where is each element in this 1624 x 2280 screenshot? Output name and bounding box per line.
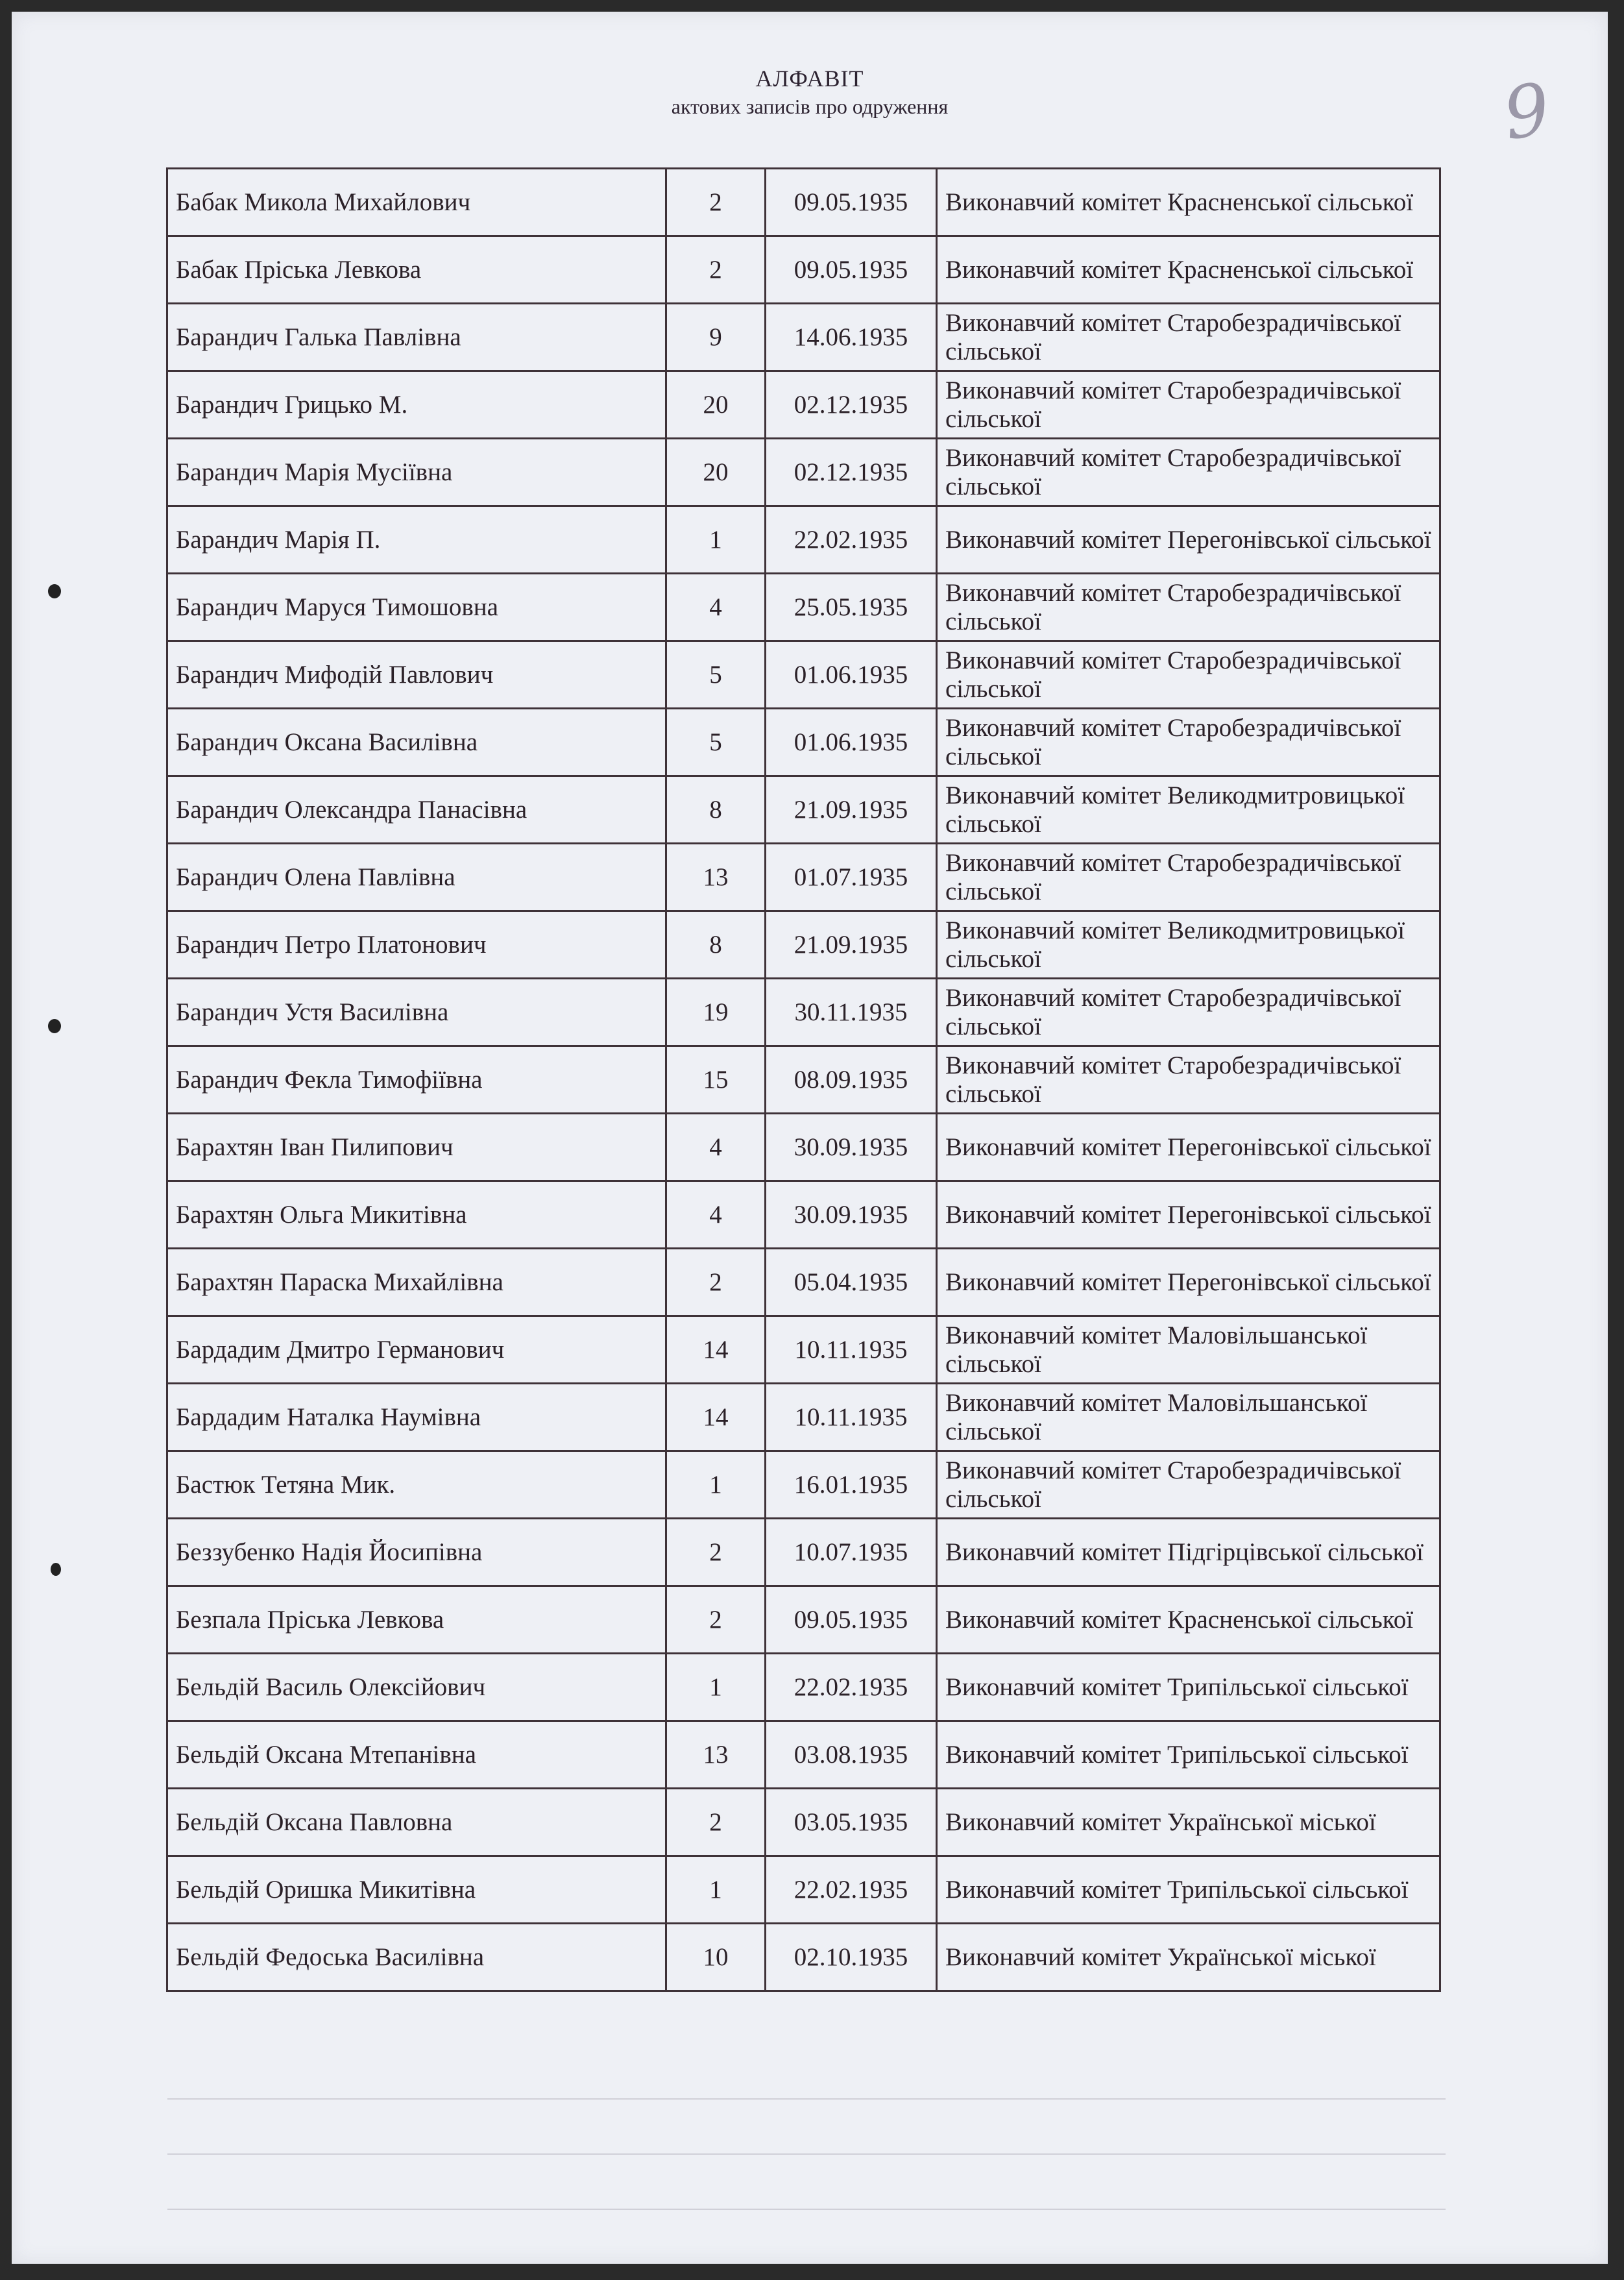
bleed-through-line — [167, 2209, 1446, 2210]
person-name-cell: Барандич Олена Павлівна — [167, 844, 666, 911]
record-date-cell: 09.05.1935 — [766, 169, 937, 236]
registering-organ-cell: Виконавчий комітет Красненської сільської — [937, 1586, 1440, 1654]
registering-organ-cell: Виконавчий комітет Старобезрадичівської сільської — [937, 1451, 1440, 1519]
marriage-records-table — [166, 167, 1441, 1992]
record-date-cell: 09.05.1935 — [766, 1586, 937, 1654]
record-date-cell: 22.02.1935 — [766, 1856, 937, 1924]
table-row — [167, 1046, 1440, 1114]
record-number-cell: 14 — [666, 1384, 766, 1451]
document-subtitle: актових записів про одруження — [671, 95, 949, 118]
registering-organ-cell: Виконавчий комітет Української міської — [937, 1924, 1440, 1991]
record-date-cell: 10.11.1935 — [766, 1316, 937, 1384]
record-date-cell: 25.05.1935 — [766, 574, 937, 641]
record-date-cell: 02.12.1935 — [766, 439, 937, 506]
table-row — [167, 709, 1440, 776]
record-number-cell: 15 — [666, 1046, 766, 1114]
record-date-cell: 21.09.1935 — [766, 776, 937, 844]
record-number-cell: 20 — [666, 371, 766, 439]
table-row — [167, 1789, 1440, 1856]
registering-organ-cell: Виконавчий комітет Старобезрадичівської сільської — [937, 1046, 1440, 1114]
record-date-cell: 01.06.1935 — [766, 709, 937, 776]
table-row — [167, 439, 1440, 506]
document-title: АЛФАВІТ — [755, 66, 864, 92]
person-name-cell: Бабак Пріська Левкова — [167, 236, 666, 304]
registering-organ-cell: Виконавчий комітет Старобезрадичівської сільської — [937, 979, 1440, 1046]
record-date-cell: 03.08.1935 — [766, 1721, 937, 1789]
registering-organ-cell: Виконавчий комітет Перегонівської сільської — [937, 1181, 1440, 1249]
record-number-cell: 1 — [666, 1856, 766, 1924]
table-row — [167, 979, 1440, 1046]
punch-hole-icon — [51, 1563, 61, 1576]
registering-organ-cell: Виконавчий комітет Красненської сільської — [937, 169, 1440, 236]
record-date-cell: 22.02.1935 — [766, 506, 937, 574]
registering-organ-cell: Виконавчий комітет Трипільської сільської — [937, 1856, 1440, 1924]
record-number-cell: 13 — [666, 1721, 766, 1789]
record-number-cell: 2 — [666, 169, 766, 236]
registering-organ-cell: Виконавчий комітет Старобезрадичівської сільської — [937, 709, 1440, 776]
handwritten-page-number: 9 — [1498, 67, 1555, 156]
registering-organ-cell: Виконавчий комітет Української міської — [937, 1789, 1440, 1856]
record-number-cell: 2 — [666, 1249, 766, 1316]
record-number-cell: 4 — [666, 1114, 766, 1181]
record-date-cell: 01.07.1935 — [766, 844, 937, 911]
person-name-cell: Барахтян Ольга Микитівна — [167, 1181, 666, 1249]
record-number-cell: 14 — [666, 1316, 766, 1384]
record-date-cell: 30.11.1935 — [766, 979, 937, 1046]
table-row — [167, 776, 1440, 844]
registering-organ-cell: Виконавчий комітет Трипільської сільської — [937, 1654, 1440, 1721]
record-number-cell: 2 — [666, 1789, 766, 1856]
person-name-cell: Барандич Грицько М. — [167, 371, 666, 439]
record-number-cell: 2 — [666, 1586, 766, 1654]
record-date-cell: 03.05.1935 — [766, 1789, 937, 1856]
registering-organ-cell: Виконавчий комітет Великодмитровицької сільської — [937, 776, 1440, 844]
person-name-cell: Барандич Галька Павлівна — [167, 304, 666, 371]
registering-organ-cell: Виконавчий комітет Старобезрадичівської сільської — [937, 844, 1440, 911]
record-date-cell: 16.01.1935 — [766, 1451, 937, 1519]
person-name-cell: Бардадим Наталка Наумівна — [167, 1384, 666, 1451]
table-row — [167, 1721, 1440, 1789]
person-name-cell: Барандич Маруся Тимошовна — [167, 574, 666, 641]
table-row — [167, 911, 1440, 979]
record-number-cell: 4 — [666, 574, 766, 641]
registering-organ-cell: Виконавчий комітет Перегонівської сільської — [937, 506, 1440, 574]
table-row — [167, 1181, 1440, 1249]
punch-hole-icon — [48, 1019, 61, 1033]
person-name-cell: Беззубенко Надія Йосипівна — [167, 1519, 666, 1586]
record-number-cell: 20 — [666, 439, 766, 506]
registering-organ-cell: Виконавчий комітет Великодмитровицької сільської — [937, 911, 1440, 979]
record-number-cell: 1 — [666, 1451, 766, 1519]
table-row — [167, 574, 1440, 641]
table-row — [167, 1451, 1440, 1519]
table-row — [167, 1114, 1440, 1181]
registering-organ-cell: Виконавчий комітет Красненської сільської — [937, 236, 1440, 304]
record-number-cell: 5 — [666, 709, 766, 776]
registering-organ-cell: Виконавчий комітет Маловільшанської сільської — [937, 1316, 1440, 1384]
registering-organ-cell: Виконавчий комітет Перегонівської сільської — [937, 1249, 1440, 1316]
record-number-cell: 5 — [666, 641, 766, 709]
record-number-cell: 1 — [666, 506, 766, 574]
registering-organ-cell: Виконавчий комітет Старобезрадичівської сільської — [937, 641, 1440, 709]
table-row — [167, 641, 1440, 709]
person-name-cell: Бардадим Дмитро Германович — [167, 1316, 666, 1384]
person-name-cell: Барандич Мифодій Павлович — [167, 641, 666, 709]
person-name-cell: Барандич Устя Василівна — [167, 979, 666, 1046]
person-name-cell: Барандич Олександра Панасівна — [167, 776, 666, 844]
registering-organ-cell: Виконавчий комітет Трипільської сільської — [937, 1721, 1440, 1789]
person-name-cell: Барандич Марія Мусіївна — [167, 439, 666, 506]
person-name-cell: Барандич Петро Платонович — [167, 911, 666, 979]
record-date-cell: 30.09.1935 — [766, 1181, 937, 1249]
table-row — [167, 844, 1440, 911]
table-row — [167, 1856, 1440, 1924]
record-date-cell: 02.10.1935 — [766, 1924, 937, 1991]
person-name-cell: Бастюк Тетяна Мик. — [167, 1451, 666, 1519]
person-name-cell: Безпала Пріська Левкова — [167, 1586, 666, 1654]
person-name-cell: Барахтян Іван Пилипович — [167, 1114, 666, 1181]
bleed-through-line — [167, 2098, 1446, 2100]
person-name-cell: Бельдій Василь Олексійович — [167, 1654, 666, 1721]
record-date-cell: 02.12.1935 — [766, 371, 937, 439]
record-number-cell: 9 — [666, 304, 766, 371]
table-row — [167, 304, 1440, 371]
record-number-cell: 8 — [666, 911, 766, 979]
bleed-through-line — [167, 2153, 1446, 2155]
record-number-cell: 1 — [666, 1654, 766, 1721]
table-row — [167, 1586, 1440, 1654]
table-row — [167, 169, 1440, 236]
record-date-cell: 05.04.1935 — [766, 1249, 937, 1316]
record-date-cell: 22.02.1935 — [766, 1654, 937, 1721]
table-row — [167, 1384, 1440, 1451]
record-number-cell: 10 — [666, 1924, 766, 1991]
punch-hole-icon — [48, 584, 61, 598]
person-name-cell: Барандич Оксана Василівна — [167, 709, 666, 776]
record-date-cell: 21.09.1935 — [766, 911, 937, 979]
record-date-cell: 10.11.1935 — [766, 1384, 937, 1451]
registering-organ-cell: Виконавчий комітет Старобезрадичівської сільської — [937, 304, 1440, 371]
table-row — [167, 1654, 1440, 1721]
registering-organ-cell: Виконавчий комітет Старобезрадичівської сільської — [937, 371, 1440, 439]
person-name-cell: Барандич Марія П. — [167, 506, 666, 574]
person-name-cell: Бельдій Федоська Василівна — [167, 1924, 666, 1991]
table-row — [167, 236, 1440, 304]
person-name-cell: Барандич Фекла Тимофіївна — [167, 1046, 666, 1114]
table-row — [167, 1924, 1440, 1991]
table-row — [167, 506, 1440, 574]
table-row — [167, 1249, 1440, 1316]
person-name-cell: Бабак Микола Михайлович — [167, 169, 666, 236]
record-date-cell: 10.07.1935 — [766, 1519, 937, 1586]
record-number-cell: 4 — [666, 1181, 766, 1249]
person-name-cell: Бельдій Оксана Мтепанівна — [167, 1721, 666, 1789]
document-page — [12, 12, 1608, 2264]
record-number-cell: 2 — [666, 236, 766, 304]
record-date-cell: 08.09.1935 — [766, 1046, 937, 1114]
person-name-cell: Бельдій Оксана Павловна — [167, 1789, 666, 1856]
person-name-cell: Барахтян Параска Михайлівна — [167, 1249, 666, 1316]
table-row — [167, 1519, 1440, 1586]
registering-organ-cell: Виконавчий комітет Старобезрадичівської сільської — [937, 574, 1440, 641]
registering-organ-cell: Виконавчий комітет Старобезрадичівської сільської — [937, 439, 1440, 506]
table-row — [167, 371, 1440, 439]
record-date-cell: 30.09.1935 — [766, 1114, 937, 1181]
record-date-cell: 01.06.1935 — [766, 641, 937, 709]
record-number-cell: 19 — [666, 979, 766, 1046]
record-number-cell: 13 — [666, 844, 766, 911]
record-number-cell: 8 — [666, 776, 766, 844]
registering-organ-cell: Виконавчий комітет Перегонівської сільської — [937, 1114, 1440, 1181]
record-number-cell: 2 — [666, 1519, 766, 1586]
table-row — [167, 1316, 1440, 1384]
registering-organ-cell: Виконавчий комітет Маловільшанської сільської — [937, 1384, 1440, 1451]
person-name-cell: Бельдій Оришка Микитівна — [167, 1856, 666, 1924]
registering-organ-cell: Виконавчий комітет Підгірцівської сільської — [937, 1519, 1440, 1586]
record-date-cell: 14.06.1935 — [766, 304, 937, 371]
record-date-cell: 09.05.1935 — [766, 236, 937, 304]
